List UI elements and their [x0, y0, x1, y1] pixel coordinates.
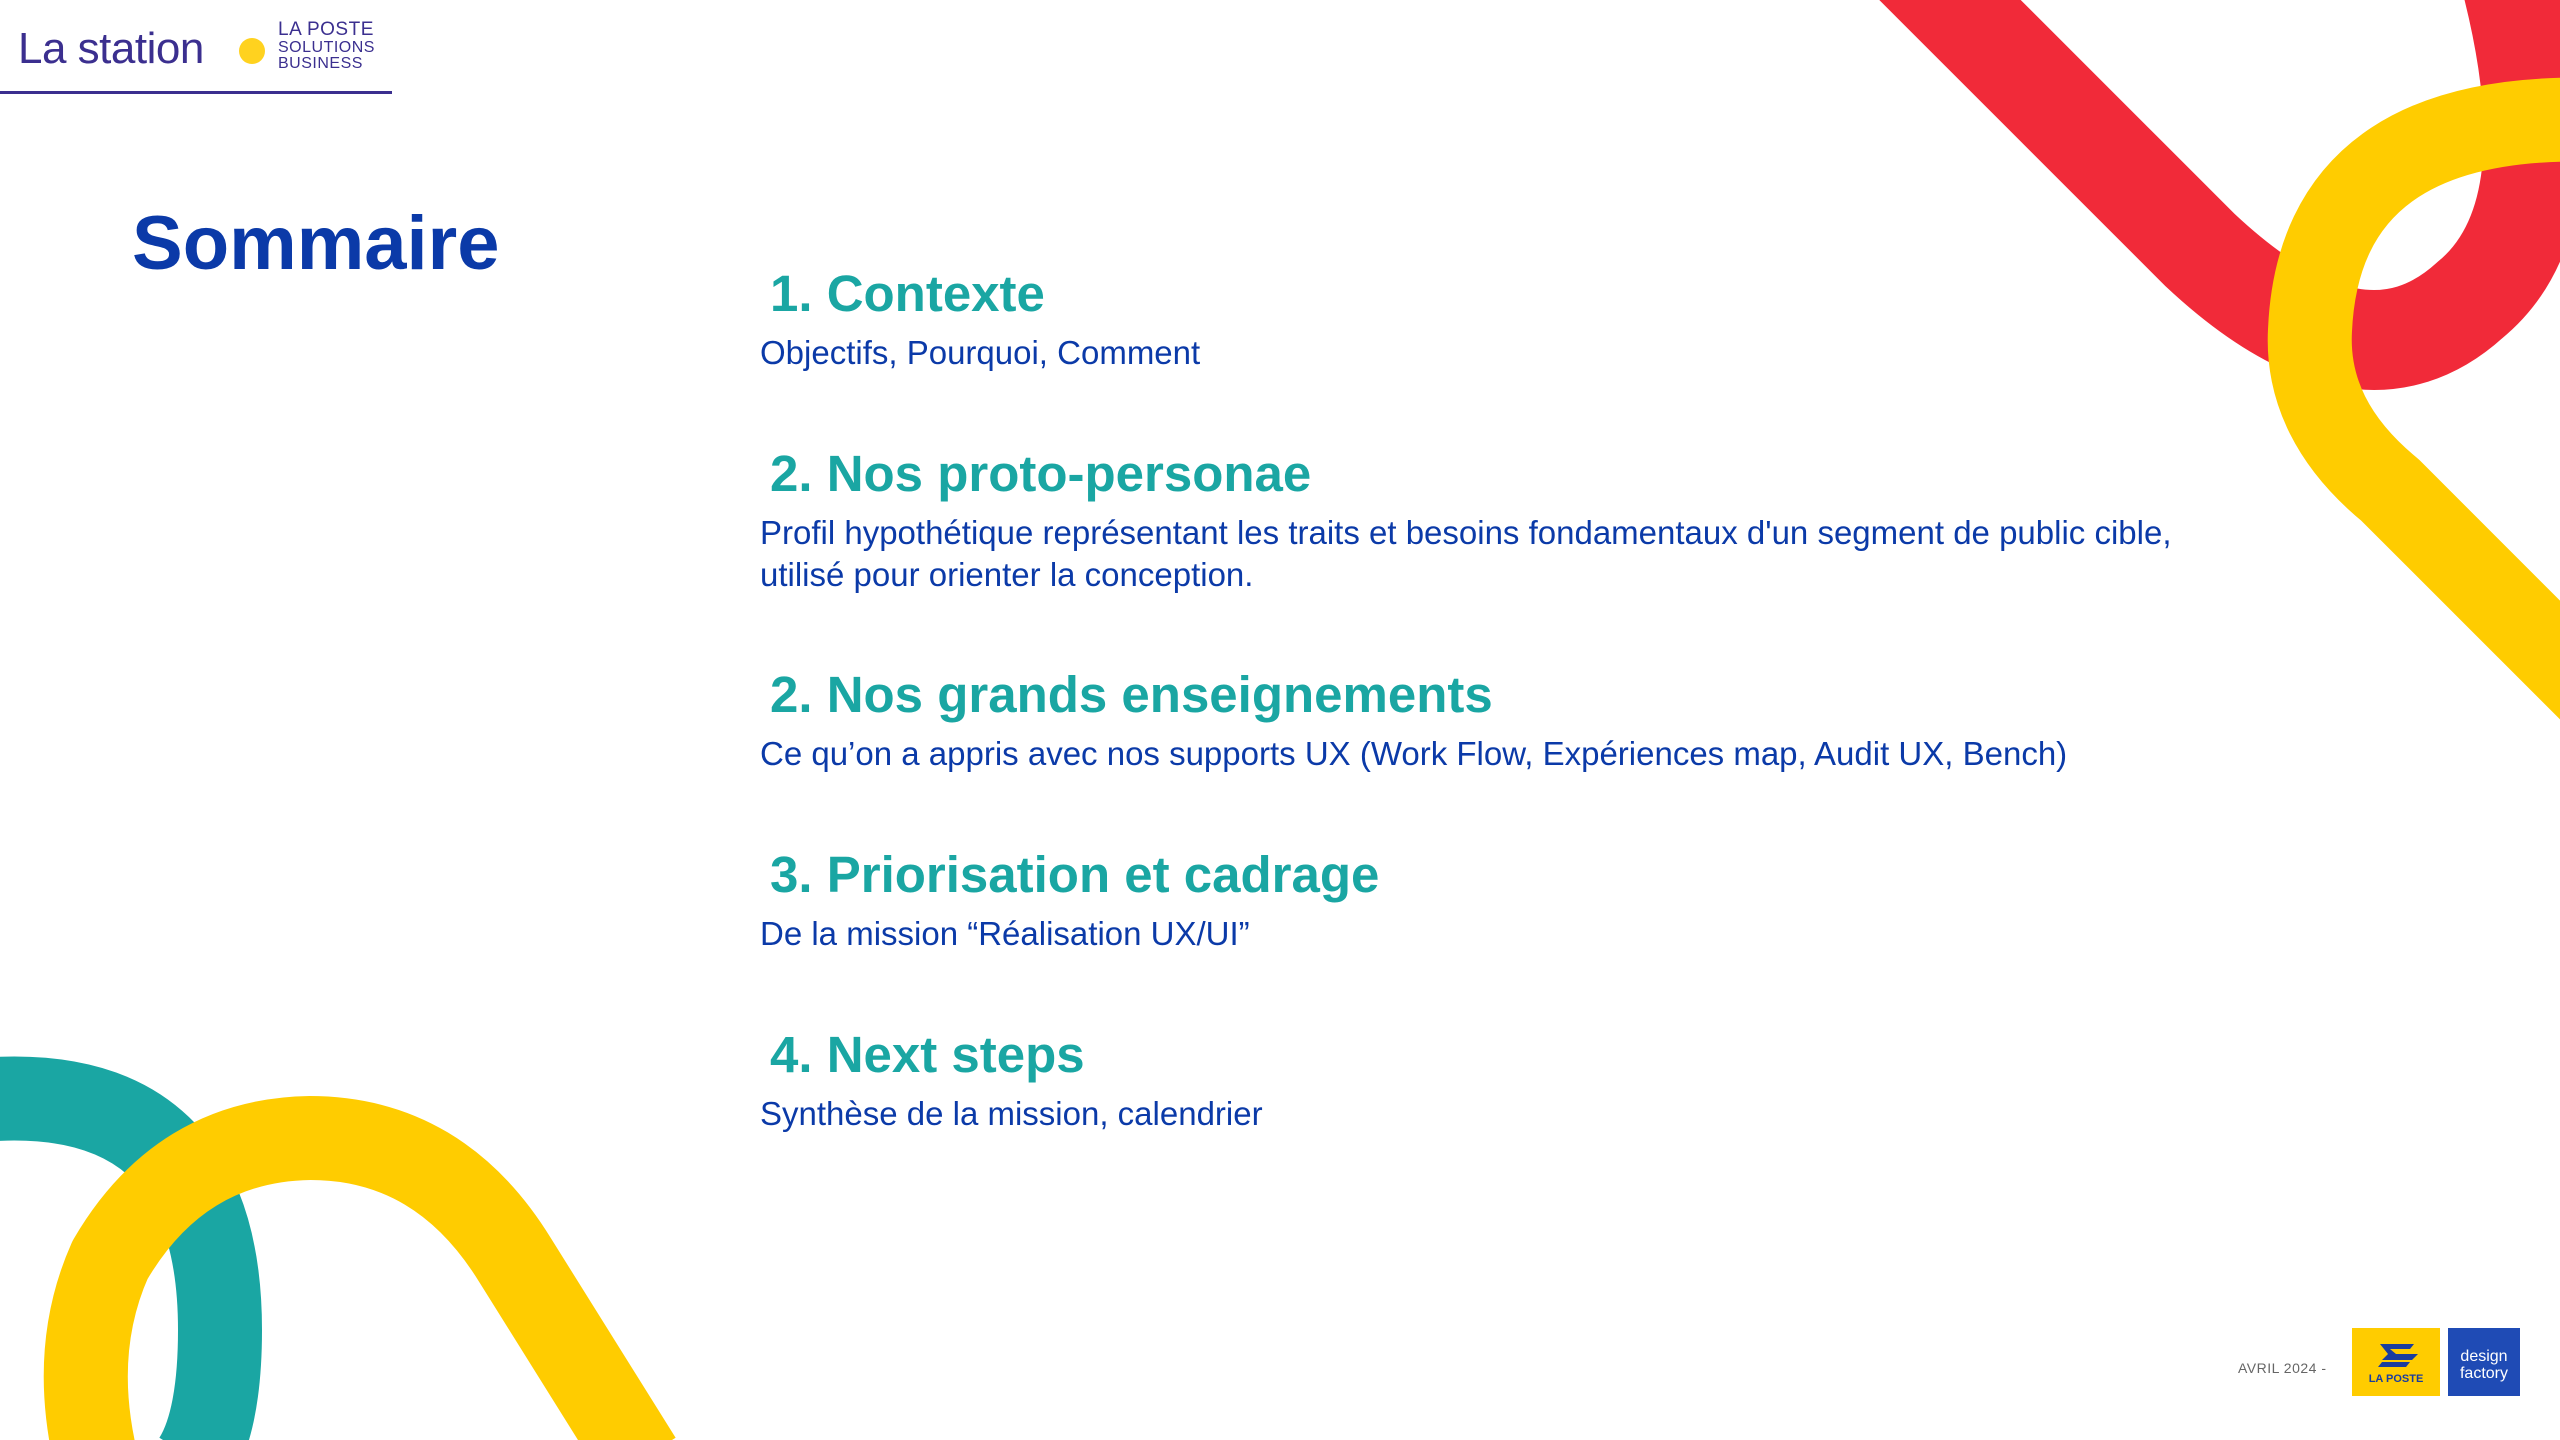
- toc-description: Synthèse de la mission, calendrier: [760, 1095, 1263, 1132]
- brand-line-2: SOLUTIONS: [278, 39, 375, 56]
- toc-heading: 4. Next steps: [770, 1026, 1085, 1083]
- brand-dot-icon: [239, 38, 265, 64]
- toc-item-contexte: [760, 258, 2220, 374]
- toc-description: Objectifs, Pourquoi, Comment: [760, 334, 1201, 371]
- yellow-arch-bottom-left: [86, 1138, 640, 1440]
- design-factory-line-2: factory: [2459, 1365, 2508, 1382]
- brand-logo: [0, 14, 392, 94]
- toc-description: Profil hypothétique représentant les traits et besoins fondamentaux d'un segment de public cible, utilisé pour orienter la conception.: [760, 514, 2172, 593]
- design-factory-logo: [2448, 1328, 2520, 1396]
- brand-subtitle: [278, 19, 375, 72]
- toc-description: De la mission “Réalisation UX/UI”: [760, 915, 1250, 952]
- page-title: Sommaire: [132, 201, 500, 286]
- toc-heading: 1. Contexte: [770, 265, 1045, 322]
- toc-item-priorisation: [760, 839, 2220, 955]
- la-poste-bird-icon: [2352, 1328, 2440, 1396]
- toc-description: Ce qu’on a appris avec nos supports UX (Work Flow, Expériences map, Audit UX, Bench): [760, 735, 2068, 772]
- toc-heading: 3. Priorisation et cadrage: [770, 846, 1380, 903]
- toc-item-proto-personae: [760, 438, 2220, 596]
- brand-name: La station: [18, 24, 204, 73]
- toc-heading: 2. Nos grands enseignements: [770, 666, 1493, 723]
- footer-date: AVRIL 2024 -: [2238, 1360, 2327, 1376]
- la-poste-logo-text: LA POSTE: [2368, 1373, 2424, 1385]
- design-factory-text: [2448, 1348, 2520, 1382]
- design-factory-line-1: design: [2460, 1348, 2508, 1365]
- toc-item-enseignements: [760, 659, 2220, 775]
- toc-heading: 2. Nos proto-personae: [770, 445, 1312, 502]
- brand-line-1: LA POSTE: [278, 19, 374, 40]
- toc-item-next-steps: [760, 1019, 2220, 1135]
- brand-line-3: BUSINESS: [278, 55, 363, 72]
- la-poste-logo: [2352, 1328, 2440, 1396]
